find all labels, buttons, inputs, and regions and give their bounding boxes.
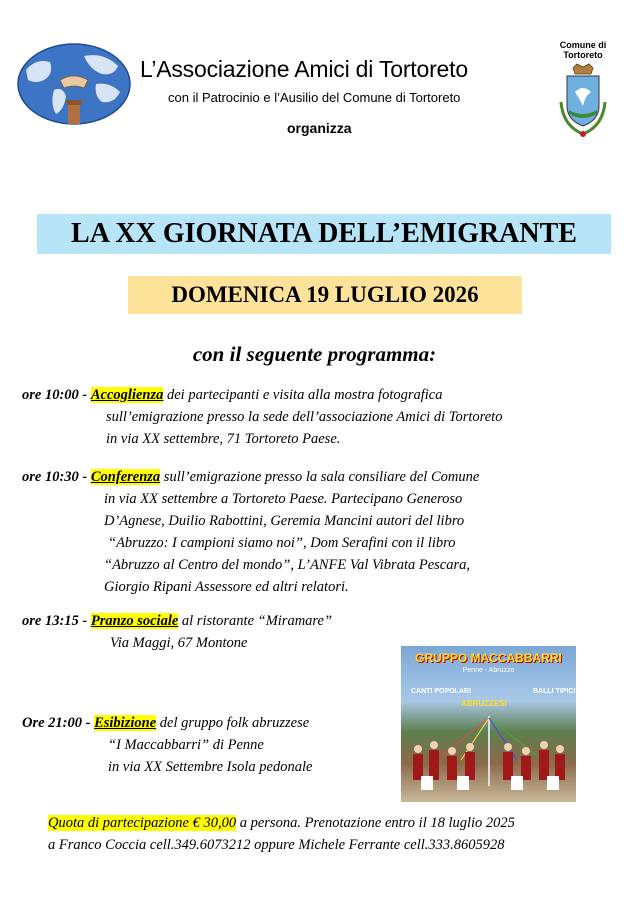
program-item-4-line-3: in via XX Settembre Isola pedonale bbox=[108, 759, 313, 775]
program-item-2-line-2: in via XX settembre a Tortoreto Paese. Partecipano Generoso bbox=[104, 491, 463, 507]
program-item-4-label: Esibizione bbox=[94, 715, 157, 731]
event-date-banner: DOMENICA 19 LUGLIO 2026 bbox=[128, 276, 522, 314]
footer-line-2: a Franco Coccia cell.349.6073212 oppure Michele Ferrante cell.333.8605928 bbox=[48, 837, 505, 853]
program-item-3-text: al ristorante “Miramare” bbox=[178, 613, 333, 629]
photo-tag-right: BALLI TIPICI bbox=[533, 688, 576, 695]
program-item-4-line-2: “I Maccabbarri” di Penne bbox=[108, 737, 264, 753]
program-item-1-label: Accoglienza bbox=[90, 387, 164, 403]
program-item-1-line-2: sull’emigrazione presso la sede dell’associazione Amici di Tortoreto bbox=[106, 409, 503, 425]
program-item-1-line-1 bbox=[22, 384, 442, 406]
program-item-3-line-1 bbox=[22, 610, 332, 632]
program-item-4-time: Ore 21:00 - bbox=[22, 715, 91, 731]
program-item-2-line-5: “Abruzzo al Centro del mondo”, L’ANFE Val Vibrata Pescara, bbox=[104, 557, 470, 573]
globe-handshake-logo bbox=[14, 40, 134, 132]
program-item-2-line-6: Giorgio Ripani Assessore ed altri relatori. bbox=[104, 579, 349, 595]
photo-tag-center: ABRUZZESI bbox=[461, 699, 507, 708]
program-item-2-line-3: D’Agnese, Duilio Rabottini, Geremia Mancini autori del libro bbox=[104, 513, 465, 529]
photo-subtitle: Penne - Abruzzo bbox=[462, 667, 515, 674]
municipal-crest-icon bbox=[555, 62, 611, 140]
program-item-2-line-1 bbox=[22, 466, 479, 488]
program-item-2-line-4: “Abruzzo: I campioni siamo noi”, Dom Serafini con il libro bbox=[108, 535, 456, 551]
footer-line-1 bbox=[48, 812, 515, 834]
program-item-1-text: dei partecipanti e visita alla mostra fotografica bbox=[163, 387, 443, 403]
event-title-banner: LA XX GIORNATA DELL’EMIGRANTE bbox=[37, 214, 611, 254]
program-intro: con il seguente programma: bbox=[192, 342, 437, 366]
program-item-2-label: Conferenza bbox=[90, 469, 161, 485]
program-item-1-line-3: in via XX settembre, 71 Tortoreto Paese. bbox=[106, 431, 341, 447]
organizes-label: organizza bbox=[287, 120, 352, 136]
program-item-1-time: ore 10:00 - bbox=[22, 387, 88, 403]
photo-title: GRUPPO MACCABBARRI bbox=[415, 651, 562, 665]
organization-title: L’Associazione Amici di Tortoreto bbox=[140, 56, 468, 82]
photo-tag-left: CANTI POPOLARI bbox=[411, 688, 471, 695]
program-item-3-time: ore 13:15 - bbox=[22, 613, 88, 629]
program-item-3-label: Pranzo sociale bbox=[90, 613, 179, 629]
program-item-4-text: del gruppo folk abruzzese bbox=[156, 715, 310, 731]
comune-label: Comune di Tortoreto bbox=[559, 40, 607, 60]
participation-fee: Quota di partecipazione € 30,00 bbox=[48, 815, 237, 831]
program-item-3-line-2: Via Maggi, 67 Montone bbox=[110, 635, 248, 651]
folk-group-photo bbox=[401, 646, 576, 802]
program-item-2-text: sull’emigrazione presso la sala consiliare del Comune bbox=[160, 469, 480, 485]
folk-dancers-image bbox=[401, 716, 576, 802]
organization-subtitle: con il Patrocinio e l’Ausilio del Comune di Tortoreto bbox=[168, 90, 461, 105]
booking-deadline: a persona. Prenotazione entro il 18 luglio 2025 bbox=[236, 815, 515, 831]
program-item-4-line-1 bbox=[22, 712, 309, 734]
program-item-2-time: ore 10:30 - bbox=[22, 469, 88, 485]
